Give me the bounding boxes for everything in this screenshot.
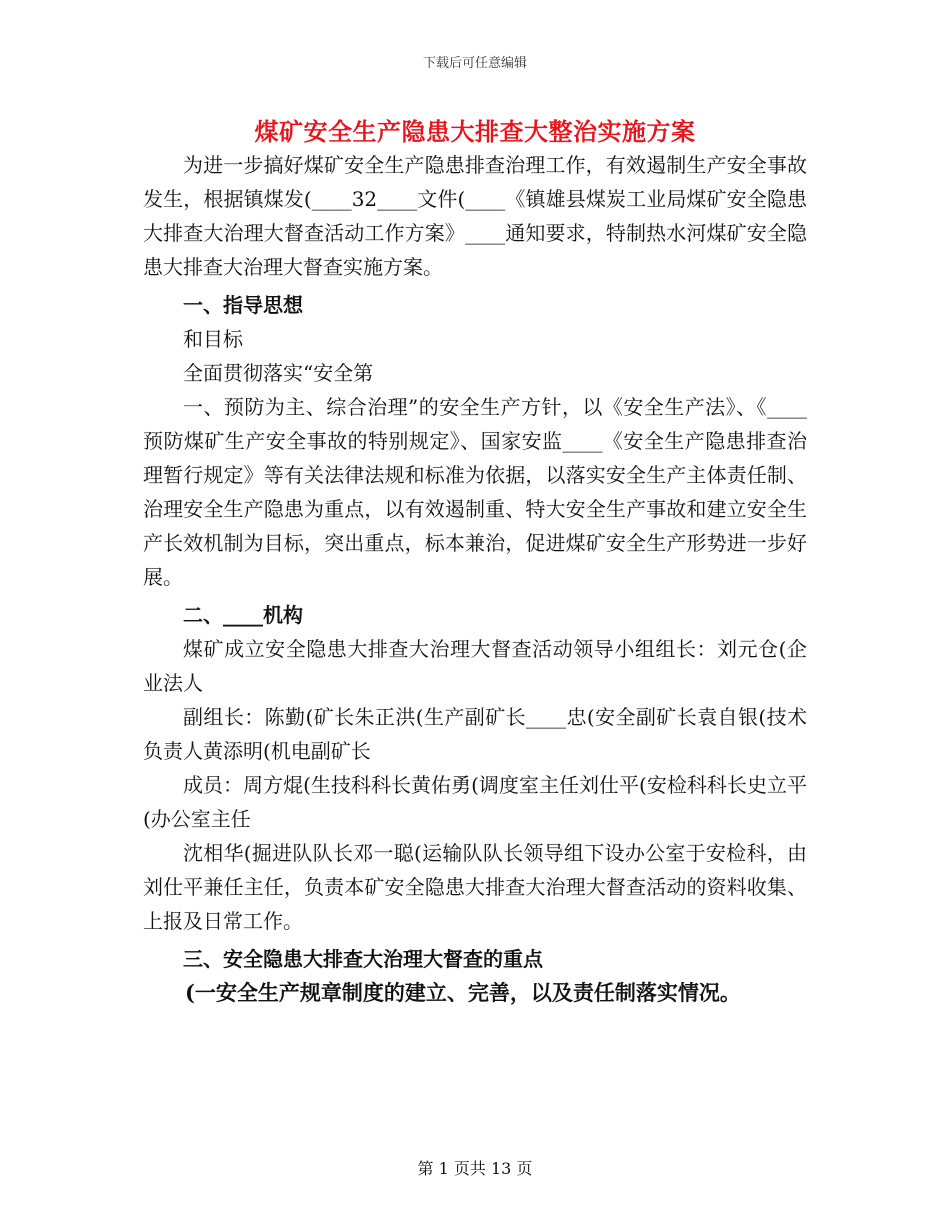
section-heading-guiding-ideology: 一、指导思想 [183,293,303,317]
paragraph-goals: 和目标 [183,327,243,351]
intro-paragraph: 为进一步搞好煤矿安全生产隐患排查治理工作，有效遏制生产安全事故发生，根据镇煤发(____32____文件(____《镇雄县煤炭工业局煤矿安全隐患大排查大治理大督查活动工作方案》____通知要求，特制热水河煤矿安全隐患大排查大治理大督查实施方案。 [143,153,807,279]
document-body [143,148,807,1010]
paragraph-item-one: (一安全生产规章制度的建立、完善，以及责任制落实情况。 [185,980,741,1005]
page-number: 第 1 页共 13 页 [417,1159,533,1178]
paragraph-group-leader: 煤矿成立安全隐患大排查大治理大督查活动领导小组组长：刘元仓(企业法人 [143,637,807,695]
paragraph-office: 沈相华(掘进队队长邓一聪(运输队队长领导组下设办公室于安检科，由刘仕平兼任主任，负责本矿安全隐患大排查大治理大督查活动的资料收集、上报及日常工作。 [143,841,807,933]
paragraph-deputy-leaders: 副组长：陈勤(矿长朱正洪(生产副矿长____忠(安全副矿长袁自银(技术负责人黄添明(机电副矿长 [143,705,807,763]
document-title: 煤矿安全生产隐患大排查大整治实施方案 [254,117,696,146]
paragraph-implement: 全面贯彻落实“安全第 [183,361,374,385]
paragraph-policy: 一、预防为主、综合治理”的安全生产方针，以《安全生产法》、《____预防煤矿生产安全事故的特别规定》、国家安监____《安全生产隐患排查治理暂行规定》等有关法律法规和标准为依据，以落实安全生产主体责任制、治理安全生产隐患为重点，以有效遏制重、特大安全生产事故和建立安全生产长效机制为目标，突出重点，标本兼治，促进煤矿安全生产形势进一步好展。 [143,395,807,589]
paragraph-members: 成员：周方焜(生技科科长黄佑勇(调度室主任刘仕平(安检科科长史立平(办公室主任 [143,773,807,831]
page-header-note: 下载后可任意编辑 [422,56,527,71]
section-heading-organization: 二、____机构 [183,603,303,627]
section-heading-key-points: 三、安全隐患大排查大治理大督查的重点 [183,947,543,971]
